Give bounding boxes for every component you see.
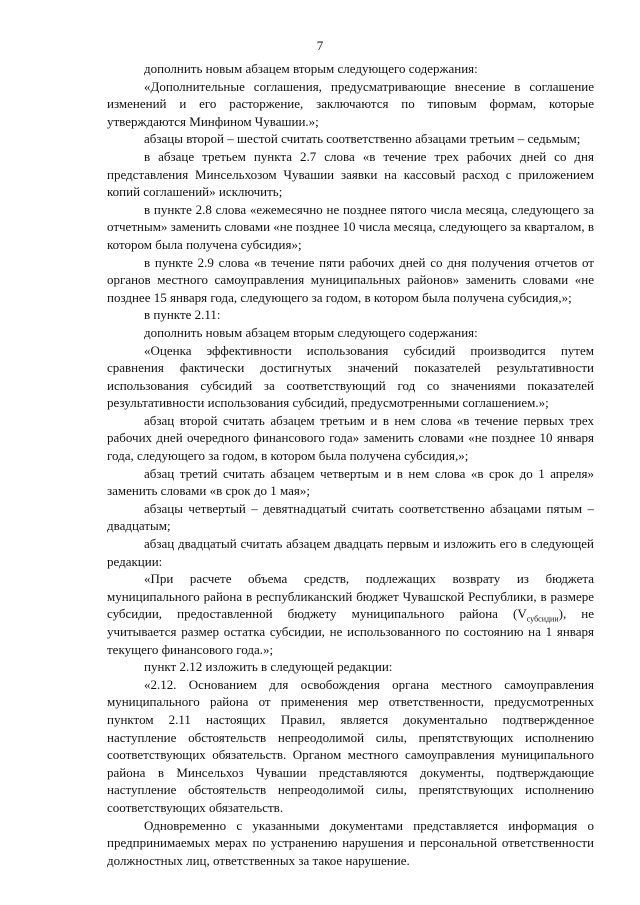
formula-paragraph (107, 570, 594, 658)
paragraph: абзац третий считать абзацем четвертым и в нем слова «в срок до 1 апреля» заменить словами «в срок до 1 мая»; (107, 465, 594, 499)
paragraph: в пункте 2.11: (144, 307, 221, 323)
formula-text-after: ), не учитывается размер остатка субсидии, не использованного по состоянию на 1 января текущего финансового года.»; (107, 606, 594, 657)
formula-text-before: «При расчете объема средств, подлежащих возврату из бюджета муниципального района в республиканский бюджет Чувашской Республики, в размере субсидии, предоставленной бюджету муниципального района (V (107, 571, 594, 622)
paragraph: «2.12. Основанием для освобождения органа местного самоуправления муниципального района от применения мер ответственности, предусмотренных пунктом 2.11 настоящих Правил, является документально подтвержденное наступление обстоятельств непреодолимой силы, препятствующих исполнению соответствующих обязательств. Органом местного самоуправления муниципального района в Минсельхоз Чувашии представляются документы, подтверждающие наступление обстоятельств непреодолимой силы, препятствующих исполнению соответствующих обязательств. (107, 676, 594, 815)
paragraph: дополнить новым абзацем вторым следующего содержания: (144, 61, 478, 76)
formula-subscript: субсидии (526, 615, 559, 624)
paragraph: в пункте 2.9 слова «в течение пяти рабочих дней со дня получения отчетов от органов местного самоуправления муниципальных районов» заменить словами «не позднее 15 января года, следующего за годом, в котором была получена субсидия,»; (107, 254, 594, 305)
document-body (107, 60, 594, 869)
paragraph: дополнить новым абзацем вторым следующего содержания: (144, 324, 478, 340)
paragraph: пункт 2.12 изложить в следующей редакции: (144, 659, 393, 675)
page-number: 7 (316, 38, 324, 53)
paragraph: абзац двадцатый считать абзацем двадцать первым и изложить его в следующей редакции: (107, 536, 594, 569)
paragraph: абзацы второй – шестой считать соответственно абзацами третьим – седьмым; (144, 131, 581, 147)
paragraph: «Оценка эффективности использования субсидий производится путем сравнения фактически достигнутых значений показателей результативности использования субсидий за соответствующий год со значениями показателей результативности использования субсидий, предусмотренными соглашением.»; (107, 342, 594, 411)
paragraph: в пункте 2.8 слова «ежемесячно не позднее пятого числа месяца, следующего за отчетным» заменить словами «не позднее 10 числа месяца, следующего за кварталом, в котором была получена субсидия»; (107, 201, 594, 252)
paragraph: в абзаце третьем пункта 2.7 слова «в течение трех рабочих дней со дня представления Минсельхозом Чувашии заявки на кассовый расход с приложением копий соглашений» исключить; (107, 148, 594, 200)
paragraph: абзацы четвертый – девятнадцатый считать соответственно абзацами пятым – двадцатым; (107, 500, 594, 534)
paragraph: абзац второй считать абзацем третьим и в нем слова «в течение первых трех рабочих дней очередного финансового года» заменить словами «не позднее 10 января года, следующего за годом, в котором была получена субсидия,»; (107, 412, 594, 464)
paragraph: «Дополнительные соглашения, предусматривающие внесение в соглашение изменений и его расторжение, заключаются по типовым формам, которые утверждаются Минфином Чувашии.»; (107, 78, 594, 129)
paragraph: Одновременно с указанными документами представляется информация о предпринимаемых мерах по устранению нарушения и персональной ответственности должностных лиц, ответственных за такое нарушение. (107, 817, 594, 868)
